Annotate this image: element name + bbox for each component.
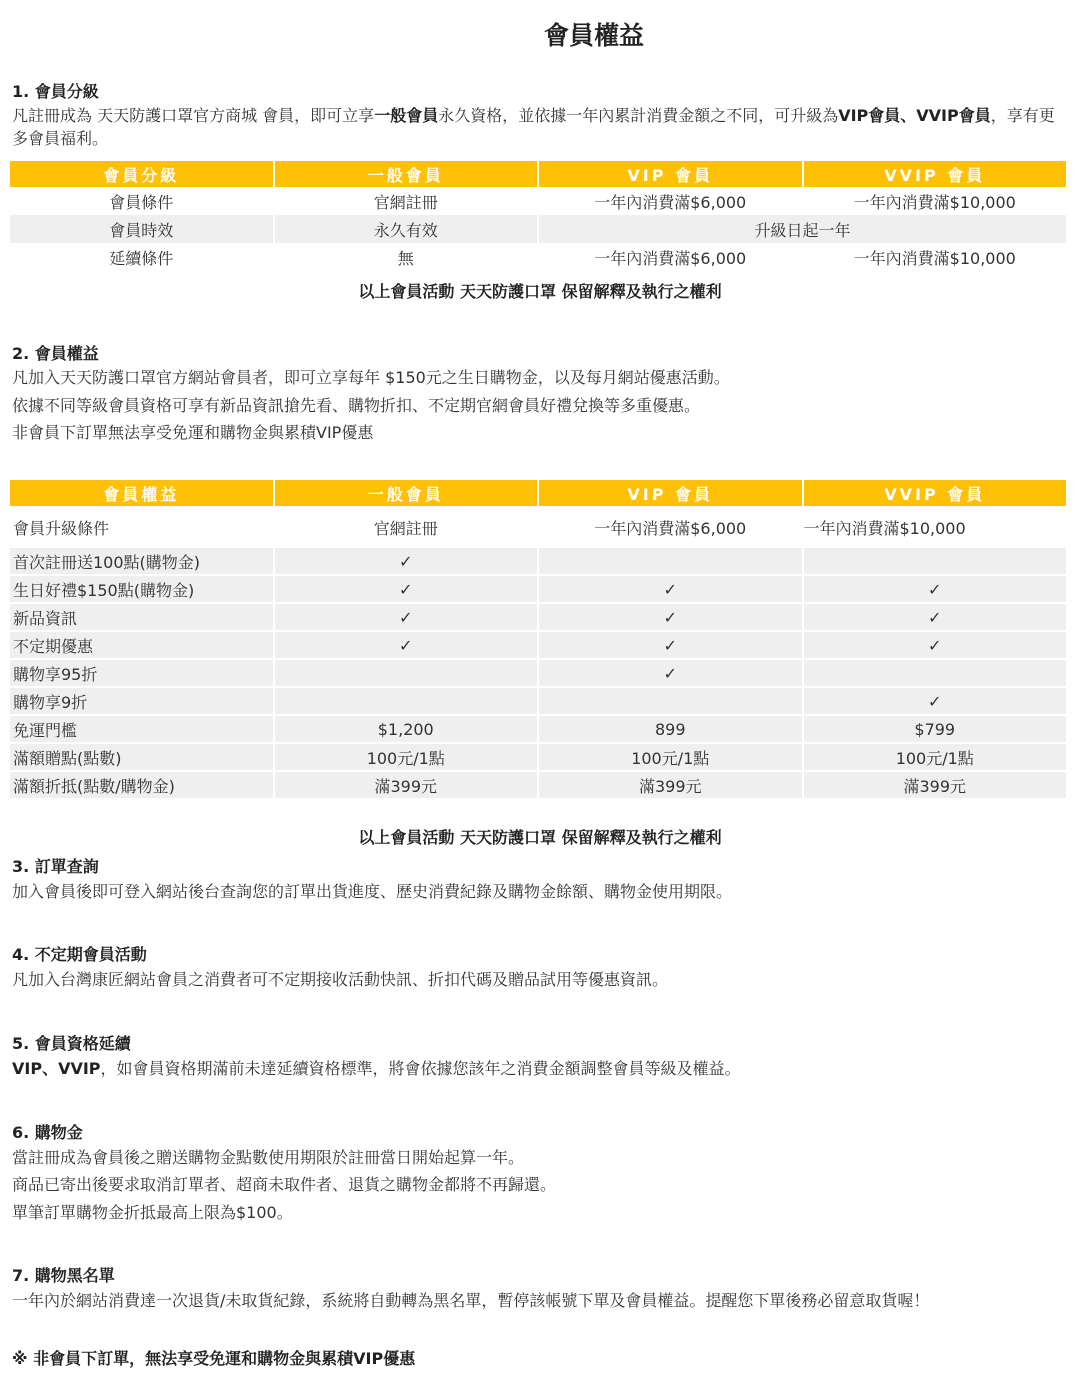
check-icon: ✓ [539,604,802,630]
tier-header-vip: VIP 會員 [539,161,802,187]
section-7-text: 一年內於網站消費達一次退貨/未取貨紀錄，系統將自動轉為黑名單，暫停該帳號下單及會員權益。提醒您下單後務必留意取貨喔！ [12,1291,930,1310]
table-row [10,744,1066,770]
benefit-cell-vvip [804,660,1067,686]
tier-cell-label: 會員時效 [10,215,273,243]
tier-cell-vvip: 一年內消費滿$10,000 [853,248,1016,268]
check-icon: ✓ [275,632,538,658]
tier-cell-general: 永久有效 [275,215,538,243]
table-row [10,716,1066,742]
benefit-cell-general [275,660,538,686]
table-row [10,772,1066,798]
benefit-table [8,478,1068,800]
tier-table [8,161,1068,271]
benefit-cell-vvip [804,548,1067,574]
tier-cell-general: 官網註冊 [373,192,438,212]
benefit-cell-label: 新品資訊 [10,604,273,630]
benefit-cell-general: 滿399元 [275,772,538,798]
tier-cell-vip: 一年內消費滿$6,000 [594,192,747,212]
check-icon: ✓ [804,632,1067,658]
page-title: 會員權益 [543,21,644,50]
section-4-text: 凡加入台灣康匠網站會員之消費者可不定期接收活動快訊、折扣代碼及贈品試用等優惠資訊。 [12,970,669,989]
benefit-header-rights: 會員權益 [10,480,273,506]
check-icon: ✓ [275,604,538,630]
table-row [10,576,1066,602]
rights-note-1: 以上會員活動 天天防護口罩 保留解釋及執行之權利 [358,282,722,301]
tier-cell-vip: 一年內消費滿$6,000 [594,248,747,268]
table-row [10,632,1066,658]
tier-header-vvip: VVIP 會員 [804,161,1067,187]
tier-header-level: 會員分級 [10,161,273,187]
section-2-line-2: 依據不同等級會員資格可享有新品資訊搶先看、購物折扣、不定期官網會員好禮兌換等多重優惠。 [12,396,701,415]
section-5-heading: 5. 會員資格延續 [12,1034,131,1053]
benefit-cell-label: 會員升級條件 [10,508,273,546]
check-icon: ✓ [275,576,538,602]
benefit-cell-label: 購物享95折 [10,660,273,686]
table-row [10,548,1066,574]
check-icon: ✓ [539,576,802,602]
section-5-vip-tiers: VIP、VVIP [12,1059,101,1078]
check-icon: ✓ [539,660,802,686]
benefit-cell-vvip: $799 [804,716,1067,742]
footer-note: ※ 非會員下訂單，無法享受免運和購物金與累積VIP優惠 [12,1349,416,1368]
check-icon: ✓ [539,632,802,658]
section-6-line-1: 當註冊成為會員後之贈送購物金點數使用期限於註冊當日開始起算一年。 [12,1148,525,1167]
tier-row-renewal [10,243,1066,271]
section-6-line-2: 商品已寄出後要求取消訂單者、超商未取件者、退貨之購物金都將不再歸還。 [12,1175,557,1194]
section-3-heading: 3. 訂單查詢 [12,857,99,876]
tier-row-validity [10,215,1066,243]
section-3-text: 加入會員後即可登入網站後台查詢您的訂單出貨進度、歷史消費紀錄及購物金餘額、購物金使用期限。 [12,882,733,901]
section-2-line-3: 非會員下訂單無法享受免運和購物金與累積VIP優惠 [12,423,374,442]
check-icon: ✓ [804,688,1067,714]
benefit-cell-general: 官網註冊 [275,508,538,546]
rights-note-2: 以上會員活動 天天防護口罩 保留解釋及執行之權利 [358,828,722,847]
check-icon: ✓ [804,604,1067,630]
benefit-cell-label: 購物享9折 [10,688,273,714]
tier-cell-general: 無 [397,248,414,268]
benefit-header-vvip: VVIP 會員 [804,480,1067,506]
benefit-cell-vvip: 100元/1點 [804,744,1067,770]
benefit-cell-general: 100元/1點 [275,744,538,770]
section-7-heading: 7. 購物黑名單 [12,1266,115,1285]
benefit-cell-label: 免運門檻 [10,716,273,742]
benefit-cell-vip: 滿399元 [539,772,802,798]
tier-row-condition [10,187,1066,215]
section-5-body: ，如會員資格期滿前未達延續資格標準，將會依據您該年之消費金額調整會員等級及權益。 [100,1059,741,1078]
section-6-line-3: 單筆訂單購物金折抵最高上限為$100。 [12,1203,293,1222]
benefit-header-general: 一般會員 [275,480,538,506]
benefit-cell-vvip: 滿399元 [804,772,1067,798]
benefit-cell-vip: 一年內消費滿$6,000 [539,508,802,546]
section-6-heading: 6. 購物金 [12,1123,83,1142]
benefit-cell-label: 首次註冊送100點(購物金) [10,548,273,574]
section-1-text-a: 凡註冊成為 天天防護口罩官方商城 會員，即可立享 [12,106,375,125]
check-icon: ✓ [275,548,538,574]
tier-cell-label: 會員條件 [109,192,174,212]
benefit-cell-label: 滿額折抵(點數/購物金) [10,772,273,798]
section-1-text [12,104,1068,150]
benefit-cell-vip: 100元/1點 [539,744,802,770]
tier-cell-upgrade: 升級日起一年 [539,215,1066,243]
section-1-general-member: 一般會員 [374,106,439,125]
benefit-cell-label: 生日好禮$150點(購物金) [10,576,273,602]
table-row [10,604,1066,630]
section-2-line-1: 凡加入天天防護口罩官方網站會員者，即可立享每年 $150元之生日購物金，以及每月網站優惠活動。 [12,368,730,387]
check-icon: ✓ [804,576,1067,602]
tier-cell-vvip: 一年內消費滿$10,000 [853,192,1016,212]
section-1-text-c: 永久資格，並依據一年內累計消費金額之不同，可升級為 [438,106,839,125]
benefit-cell-vip [539,548,802,574]
section-5-text [12,1057,1068,1080]
section-1-vip-members: VIP會員、VVIP會員 [838,106,991,125]
tier-table-header [10,161,1066,187]
section-2-heading: 2. 會員權益 [12,344,99,363]
benefit-cell-vvip: 一年內消費滿$10,000 [804,508,1067,546]
section-1-text-e: ，享有更多會員福利。 [12,106,1055,148]
tier-header-general: 一般會員 [275,161,538,187]
benefit-cell-vip [539,688,802,714]
benefit-cell-general: $1,200 [275,716,538,742]
section-4-heading: 4. 不定期會員活動 [12,945,147,964]
table-row [10,660,1066,686]
section-1-heading: 1. 會員分級 [12,82,99,101]
benefit-cell-vip: 899 [539,716,802,742]
benefit-row-upgrade [10,508,1066,546]
benefit-cell-label: 不定期優惠 [10,632,273,658]
benefit-header-vip: VIP 會員 [539,480,802,506]
tier-cell-label: 延續條件 [109,248,174,268]
benefit-cell-label: 滿額贈點(點數) [10,744,273,770]
benefit-cell-general [275,688,538,714]
benefit-table-header [10,480,1066,506]
table-row [10,688,1066,714]
